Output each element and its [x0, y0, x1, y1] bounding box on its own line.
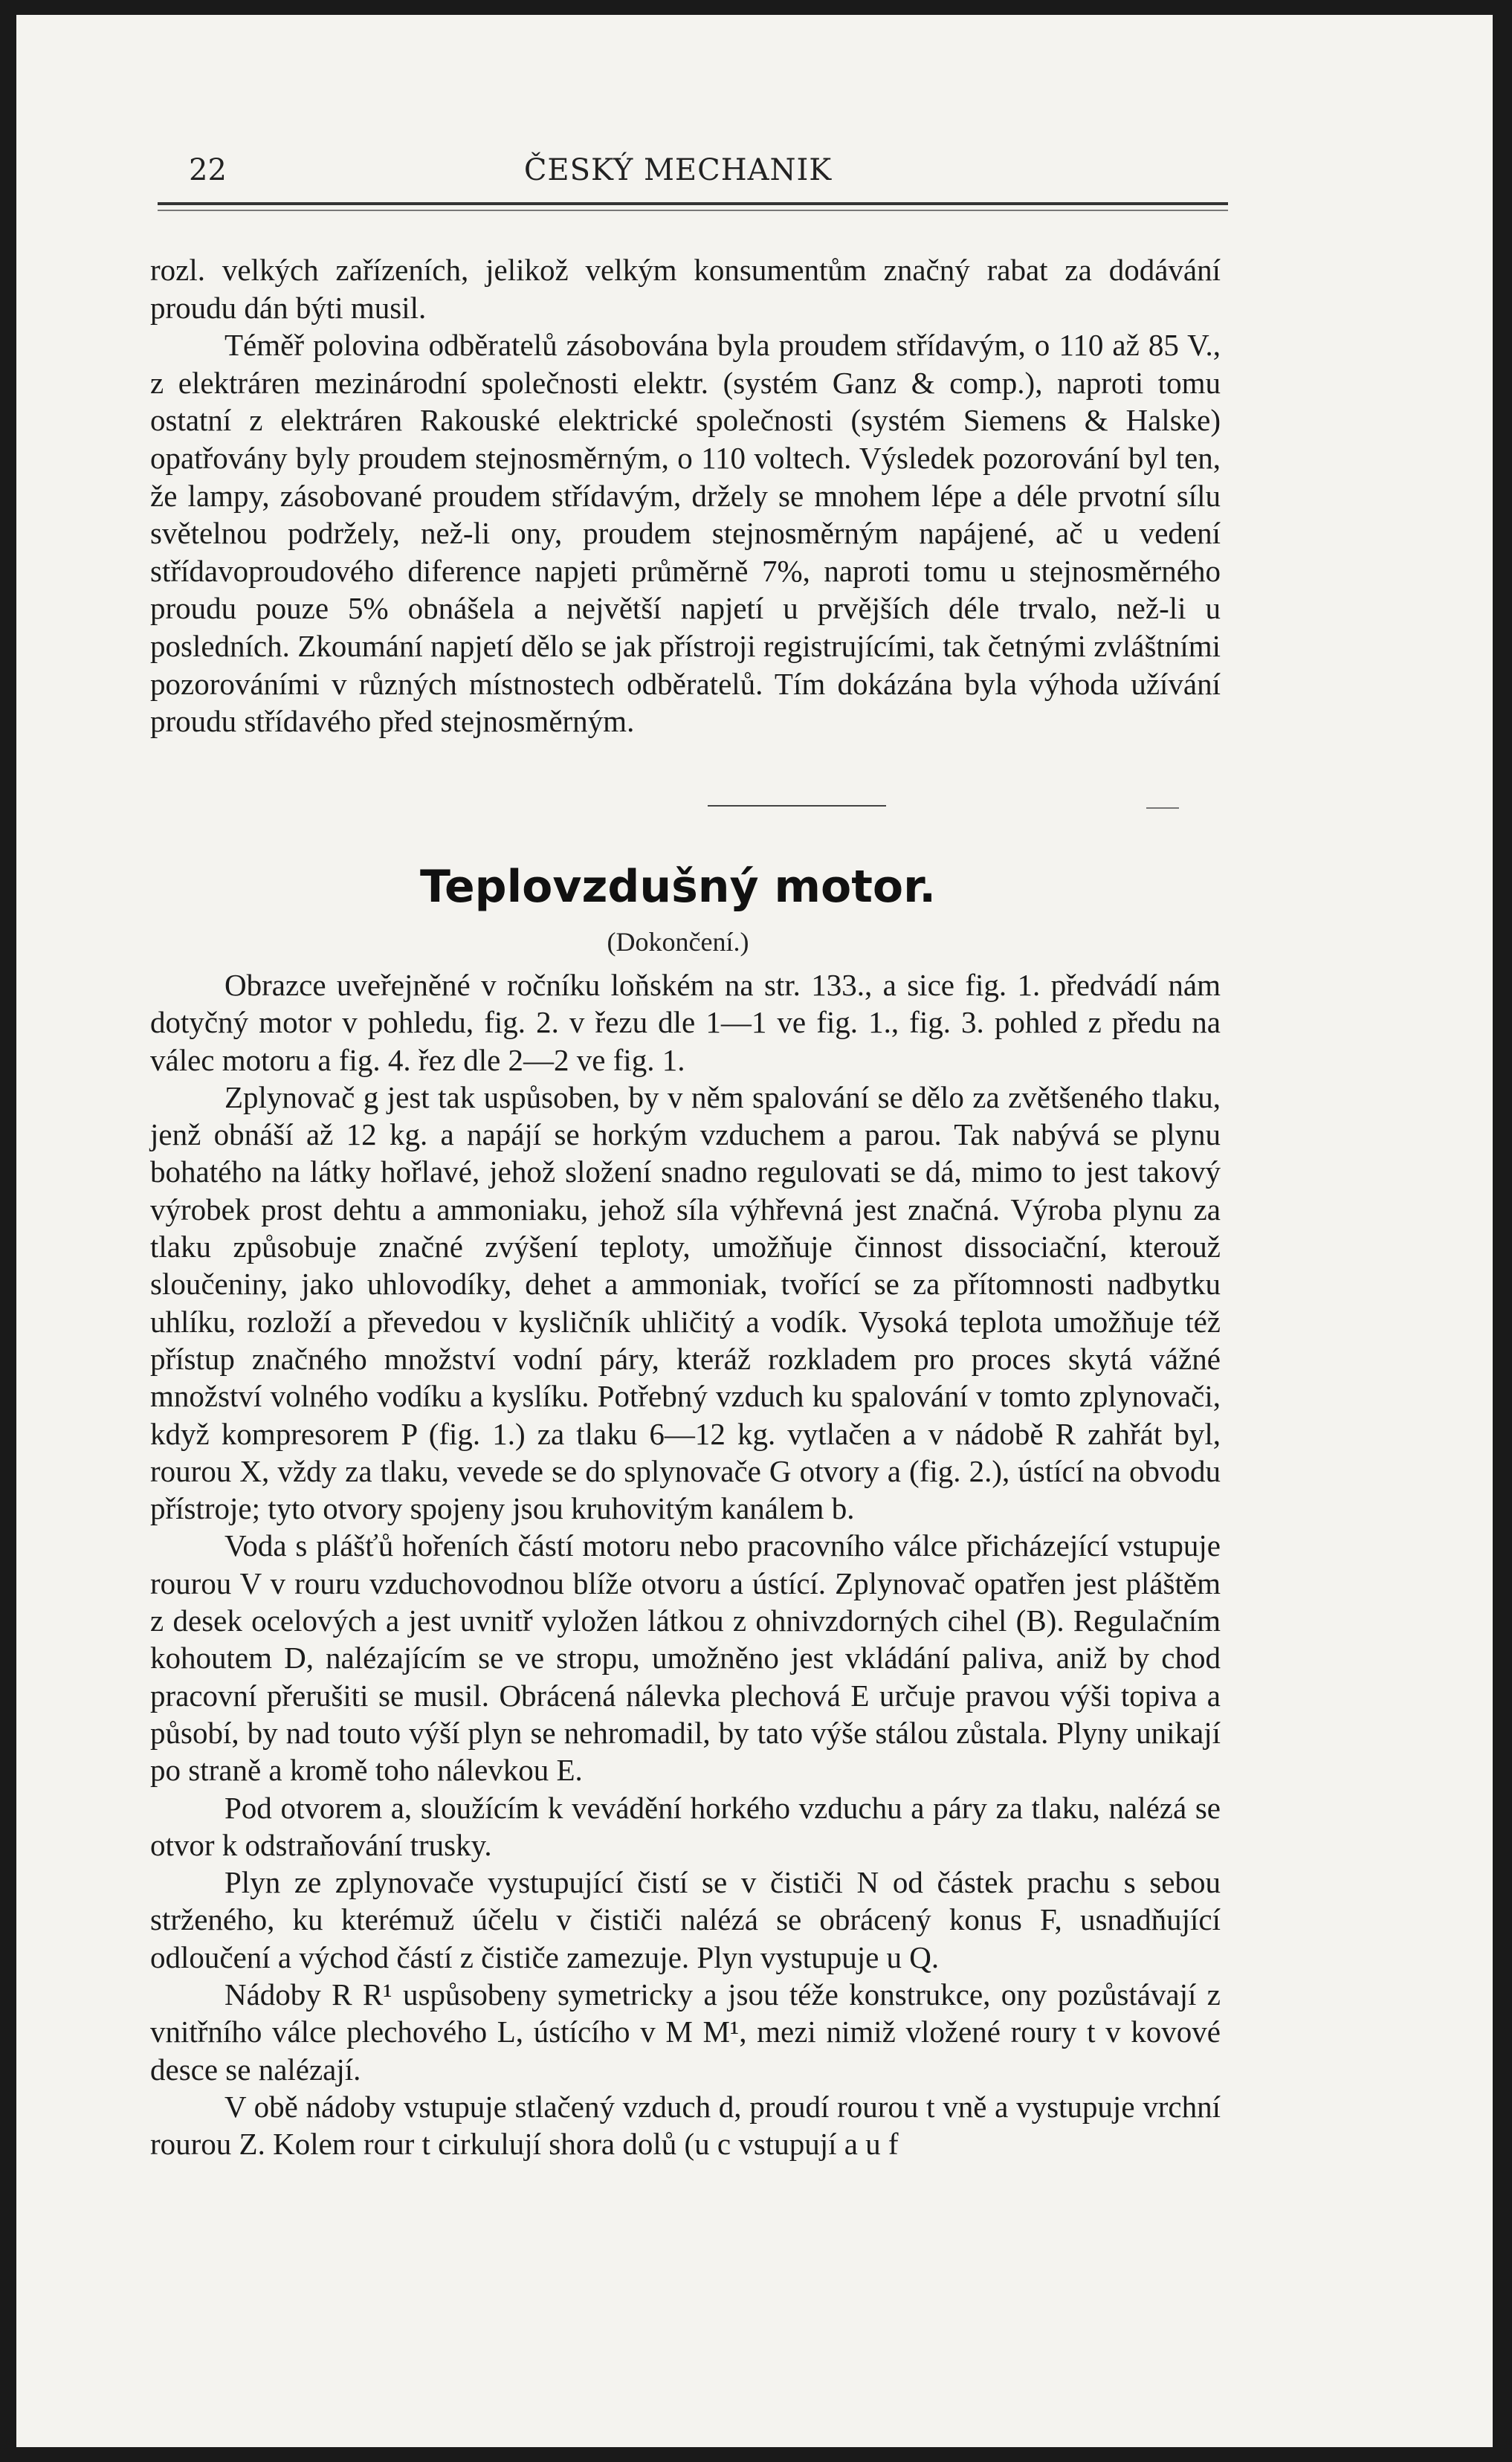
paragraph: rozl. velkých zařízeních, jelikož velkým konsumentům značný rabat za dodávání proudu dán býti musil. — [150, 253, 1221, 325]
paragraph: Obrazce uveřejněné v ročníku loňském na str. 133., a sice fig. 1. předvádí nám dotyčný motor v pohledu, fig. 2. v řezu dle 1—1 ve fig. 1., fig. 3. pohled z předu na válec motoru a fig. 4. řez dle 2—2 ve fig. 1. — [150, 968, 1221, 1077]
continued-article-text — [150, 251, 1221, 740]
paragraph: Téměř polovina odběratelů zásobována byla proudem střídavým, o 110 až 85 V., z elektráren mezinárodní společnosti elektr. (systém Ganz & comp.), naproti tomu ostatní z elektráren Rakouské elektrické společnosti (systém Siemens & Halske) opatřovány byly proudem stejnosměrným, o 110 voltech. Výsledek pozorování byl ten, že lampy, zásobované proudem střídavým, držely se mnohem lépe a déle prvotní sílu světelnou podržely, než-li ony, proudem stejnosměrným napájené, ač u vedení střídavoproudového diference napjeti průměrně 7%, naproti tomu u stejnosměrného proudu pouze 5% obnášela a největší napjetí u prvějších déle trvalo, než-li u posledních. Zkoumání napjetí dělo se jak přístroji registrujícími, tak četnými zvláštními pozorováními v různých místnostech odběratelů. Tím dokázána byla výhoda užívání proudu střídavého před stejnosměrným. — [150, 328, 1221, 739]
article-subtitle: (Dokončení.) — [607, 927, 749, 957]
section-separator — [708, 805, 886, 807]
paragraph: Nádoby R R¹ uspůsobeny symetricky a jsou téže konstrukce, ony pozůstávají z vnitřního válce plechového L, ústícího v M M¹, mezi nimiž vložené roury t v kovové desce se nalézají. — [150, 1977, 1221, 2087]
paragraph: Plyn ze zplynovače vystupující čistí se v čističi N od částek prachu s sebou strženého, ku kterémuž účelu v čističi nalézá se obrácený konus F, usnadňující odloučení a východ částí z čističe zamezuje. Plyn vystupuje u Q. — [150, 1865, 1221, 1974]
paragraph: Voda s plášťů hořeních částí motoru nebo pracovního válce přicházející vstupuje rourou V v rouru vzduchovodnou blíže otvoru a ústící. Zplynovač opatřen jest pláštěm z desek ocelových a jest uvnitř vyložen látkou z ohnivzdorných cihel (B). Regulačním kohoutem D, nalézajícím se ve stropu, umožněno jest vkládání paliva, aniž by chod pracovní přerušiti se musil. Obrácená nálevka plechová E určuje pravou výši topiva a působí, by nad touto výší plyn se nehromadil, by tato výše stálou zůstala. Plyny unikají po straně a kromě toho nálevkou E. — [150, 1528, 1221, 1788]
paragraph: Pod otvorem a, sloužícím k vevádění horkého vzduchu a páry za tlaku, nalézá se otvor k odstraňování trusky. — [150, 1790, 1221, 1862]
separator-dash — [1146, 807, 1179, 809]
header-rule-thin — [158, 210, 1228, 211]
article-body — [150, 966, 1221, 2163]
running-header — [135, 153, 1444, 198]
article-title: Teplovzdušný motor. — [420, 861, 936, 913]
journal-title: ČESKÝ MECHANIK — [523, 153, 833, 187]
document-page — [16, 15, 1493, 2447]
paragraph: V obě nádoby vstupuje stlačený vzduch d, proudí rourou t vně a vystupuje vrchní rourou Z. Kolem rour t cirkulují shora dolů (u c vstupují a u f — [150, 2089, 1221, 2162]
page-number: 22 — [189, 153, 227, 187]
paragraph: Zplynovač g jest tak uspůsoben, by v něm spalování se dělo za zvětšeného tlaku, jenž obnáší až 12 kg. a napájí se horkým vzduchem a parou. Tak nabývá se plynu bohatého na látky hořlavé, jehož složení snadno regulovati se dá, mimo to jest takový výrobek prost dehtu a ammoniaku, jehož síla výhřevná jest značná. Výroba plynu za tlaku způsobuje značné zvýšení teploty, umožňuje činnost dissociační, kterouž sloučeniny, jako uhlovodíky, dehet a ammoniak, tvořící se za přítomnosti nadbytku uhlíku, rozloží a převedou v kysličník uhličitý a vodík. Vysoká teplota umožňuje též přístup značného množství vodní páry, kteráž rozkladem pro proces skytá vážné množství volného vodíku a kyslíku. Potřebný vzduch ku spalování v tomto zplynovači, když kompresorem P (fig. 1.) za tlaku 6—12 kg. vytlačen a v nádobě R zahřát byl, rourou X, vždy za tlaku, vevede se do splynovače G otvory a (fig. 2.), ústící na obvodu přístroje; tyto otvory spojeny jsou kruhovitým kanálem b. — [150, 1079, 1221, 1526]
header-rule — [158, 202, 1228, 205]
